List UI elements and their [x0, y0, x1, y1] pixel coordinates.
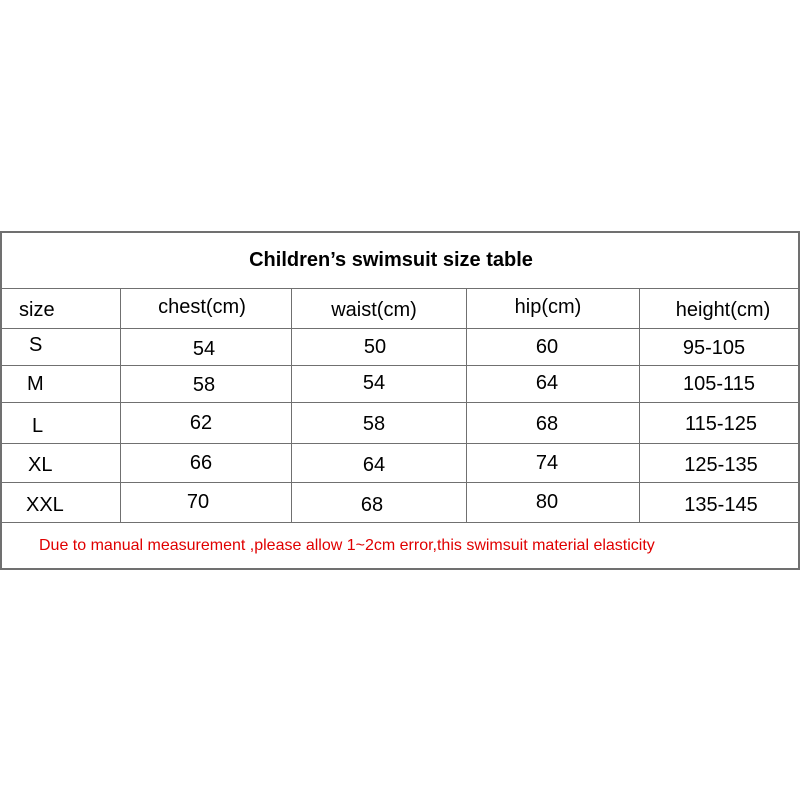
height-cell: 115-125 [639, 403, 798, 443]
table-row [2, 444, 798, 483]
size-cell: M [27, 372, 44, 395]
waist-cell: 68 [291, 483, 466, 522]
height-cell: 105-115 [639, 366, 798, 402]
table-title: Children’s swimsuit size table [249, 249, 533, 271]
size-cell: XXL [26, 494, 64, 516]
header-cell-height: height(cm) [639, 288, 798, 328]
waist-cell: 54 [291, 366, 466, 402]
hip-cell: 80 [466, 483, 639, 522]
size-table [0, 231, 800, 570]
chest-cell: 58 [120, 366, 291, 402]
table-row [2, 366, 798, 403]
table-row [2, 483, 798, 523]
measurement-note: Due to manual measurement ,please allow 1~2cm error,this swimsuit material elasticity [39, 536, 655, 554]
table-row [2, 403, 798, 444]
header-cell-size: size [19, 298, 55, 321]
chest-cell: 54 [120, 329, 291, 365]
hip-cell: 60 [466, 329, 639, 365]
table-note-row [2, 523, 798, 568]
chest-cell: 62 [120, 403, 291, 443]
height-cell: 125-135 [639, 444, 798, 482]
waist-cell: 58 [291, 403, 466, 443]
table-title-row [2, 233, 798, 289]
hip-cell: 64 [466, 366, 639, 402]
chest-cell: 66 [120, 444, 291, 482]
header-cell-waist: waist(cm) [291, 288, 466, 328]
header-cell-hip: hip(cm) [466, 288, 639, 328]
hip-cell: 74 [466, 444, 639, 482]
chest-cell: 70 [120, 483, 291, 522]
waist-cell: 64 [291, 444, 466, 482]
header-cell-chest: chest(cm) [120, 288, 291, 328]
height-cell: 95-105 [639, 329, 798, 365]
waist-cell: 50 [291, 329, 466, 365]
size-cell: L [32, 414, 44, 437]
height-cell: 135-145 [639, 483, 798, 522]
size-cell: S [29, 333, 43, 356]
table-header-row [2, 288, 798, 329]
hip-cell: 68 [466, 403, 639, 443]
table-row [2, 329, 798, 366]
size-cell: XL [28, 453, 53, 476]
